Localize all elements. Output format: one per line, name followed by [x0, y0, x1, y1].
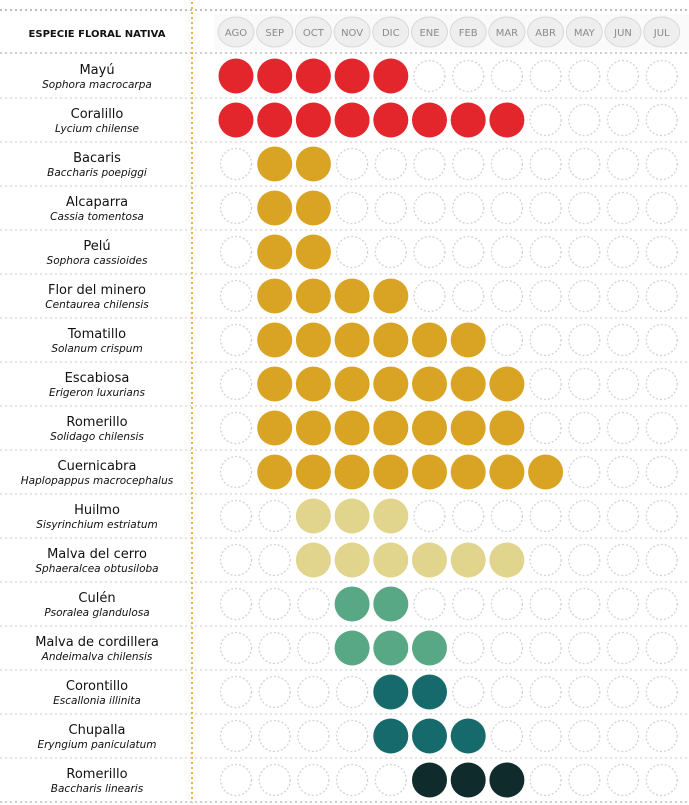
flowering-dot [373, 59, 408, 94]
flowering-dot [451, 543, 486, 578]
flowering-dot [335, 455, 370, 490]
empty-month-dot [569, 721, 600, 752]
empty-month-dot [646, 457, 677, 488]
empty-month-dot [646, 105, 677, 136]
flowering-dot [296, 59, 331, 94]
empty-month-dot [337, 193, 368, 224]
month-label: MAR [495, 28, 519, 39]
flowering-dot [412, 411, 447, 446]
flowering-dot [412, 323, 447, 358]
flowering-dot [296, 103, 331, 138]
empty-month-dot [337, 237, 368, 268]
flowering-dot [296, 367, 331, 402]
empty-month-dot [453, 193, 484, 224]
flowering-dot [335, 103, 370, 138]
flowering-dot [451, 719, 486, 754]
flowering-dot [412, 675, 447, 710]
empty-month-dot [569, 369, 600, 400]
empty-month-dot [491, 325, 522, 356]
flowering-dot [373, 587, 408, 622]
empty-month-dot [608, 633, 639, 664]
empty-month-dot [530, 501, 561, 532]
empty-month-dot [530, 61, 561, 92]
empty-month-dot [530, 325, 561, 356]
species-scientific-name: Baccharis linearis [50, 783, 144, 795]
flowering-dot [451, 763, 486, 798]
empty-month-dot [646, 633, 677, 664]
empty-month-dot [608, 501, 639, 532]
empty-month-dot [530, 677, 561, 708]
empty-month-dot [221, 589, 252, 620]
empty-month-dot [221, 149, 252, 180]
species-column-header: ESPECIE FLORAL NATIVA [28, 29, 166, 40]
flowering-dot [451, 455, 486, 490]
flowering-dot [373, 411, 408, 446]
flowering-dot [489, 543, 524, 578]
flowering-dot [296, 323, 331, 358]
flowering-dot [335, 631, 370, 666]
flowering-dot [335, 367, 370, 402]
empty-month-dot [259, 633, 290, 664]
flowering-dot [489, 411, 524, 446]
empty-month-dot [221, 413, 252, 444]
empty-month-dot [530, 765, 561, 796]
flowering-dot [451, 103, 486, 138]
empty-month-dot [259, 589, 290, 620]
empty-month-dot [569, 457, 600, 488]
species-common-name: Tomatillo [67, 327, 127, 342]
empty-month-dot [453, 149, 484, 180]
flowering-dot [412, 455, 447, 490]
empty-month-dot [530, 237, 561, 268]
empty-month-dot [608, 193, 639, 224]
species-scientific-name: Baccharis poepiggi [47, 167, 147, 179]
empty-month-dot [491, 589, 522, 620]
empty-month-dot [221, 765, 252, 796]
species-scientific-name: Cassia tomentosa [50, 211, 144, 223]
flowering-dot [373, 543, 408, 578]
empty-month-dot [646, 369, 677, 400]
flowering-dot [296, 543, 331, 578]
empty-month-dot [453, 61, 484, 92]
empty-month-dot [337, 721, 368, 752]
flowering-dot [257, 455, 292, 490]
empty-month-dot [259, 677, 290, 708]
flowering-dot [296, 235, 331, 270]
empty-month-dot [608, 369, 639, 400]
species-common-name: Pelú [83, 239, 111, 254]
empty-month-dot [608, 545, 639, 576]
species-scientific-name: Centaurea chilensis [45, 299, 149, 311]
empty-month-dot [530, 633, 561, 664]
empty-month-dot [259, 765, 290, 796]
flowering-dot [257, 323, 292, 358]
species-scientific-name: Solidago chilensis [50, 431, 144, 443]
flowering-dot [373, 103, 408, 138]
empty-month-dot [608, 765, 639, 796]
flowering-dot [489, 103, 524, 138]
flowering-dot [257, 103, 292, 138]
species-common-name: Romerillo [66, 415, 128, 430]
empty-month-dot [375, 765, 406, 796]
empty-month-dot [608, 61, 639, 92]
empty-month-dot [646, 61, 677, 92]
empty-month-dot [569, 193, 600, 224]
empty-month-dot [646, 677, 677, 708]
empty-month-dot [646, 545, 677, 576]
empty-month-dot [608, 413, 639, 444]
species-common-name: Coralillo [70, 107, 124, 122]
empty-month-dot [453, 501, 484, 532]
flowering-dot [412, 631, 447, 666]
species-common-name: Flor del minero [47, 283, 147, 298]
month-label: ABR [535, 28, 556, 39]
empty-month-dot [608, 589, 639, 620]
flowering-dot [489, 455, 524, 490]
flowering-dot [528, 455, 563, 490]
empty-month-dot [453, 589, 484, 620]
empty-month-dot [337, 149, 368, 180]
flowering-dot [335, 59, 370, 94]
empty-month-dot [646, 281, 677, 312]
empty-month-dot [530, 281, 561, 312]
empty-month-dot [569, 589, 600, 620]
flowering-dot [412, 763, 447, 798]
empty-month-dot [491, 501, 522, 532]
empty-month-dot [569, 633, 600, 664]
empty-month-dot [453, 281, 484, 312]
flowering-dot [451, 323, 486, 358]
empty-month-dot [646, 325, 677, 356]
flowering-dot [451, 411, 486, 446]
species-scientific-name: Erigeron luxurians [49, 387, 145, 399]
flowering-dot [489, 367, 524, 402]
empty-month-dot [298, 589, 329, 620]
empty-month-dot [569, 237, 600, 268]
species-scientific-name: Sophora cassioides [46, 255, 148, 267]
species-common-name: Chupalla [68, 723, 126, 738]
empty-month-dot [453, 237, 484, 268]
flowering-dot [257, 411, 292, 446]
species-scientific-name: Solanum crispum [51, 343, 143, 355]
flowering-dot [335, 587, 370, 622]
species-common-name: Corontillo [65, 679, 129, 694]
month-label: ENE [419, 28, 440, 39]
empty-month-dot [221, 677, 252, 708]
empty-month-dot [530, 589, 561, 620]
empty-month-dot [221, 545, 252, 576]
flowering-dot [489, 763, 524, 798]
empty-month-dot [491, 721, 522, 752]
month-label: FEB [458, 28, 478, 39]
month-label: OCT [302, 28, 324, 39]
empty-month-dot [491, 61, 522, 92]
empty-month-dot [414, 193, 445, 224]
empty-month-dot [414, 237, 445, 268]
empty-month-dot [569, 545, 600, 576]
flowering-dot [335, 323, 370, 358]
flowering-dot [219, 59, 254, 94]
empty-month-dot [646, 765, 677, 796]
species-common-name: Huilmo [74, 503, 120, 518]
flowering-dot [373, 455, 408, 490]
month-label: MAY [573, 28, 595, 39]
empty-month-dot [221, 457, 252, 488]
empty-month-dot [608, 677, 639, 708]
flowering-dot [373, 719, 408, 754]
empty-month-dot [569, 677, 600, 708]
empty-month-dot [221, 633, 252, 664]
empty-month-dot [337, 677, 368, 708]
empty-month-dot [221, 193, 252, 224]
species-common-name: Romerillo [66, 767, 128, 782]
empty-month-dot [646, 589, 677, 620]
species-scientific-name: Psoralea glandulosa [44, 607, 150, 619]
species-common-name: Malva de cordillera [35, 635, 159, 650]
empty-month-dot [530, 413, 561, 444]
month-label: SEP [265, 28, 285, 39]
flowering-dot [412, 543, 447, 578]
flowering-dot [373, 631, 408, 666]
flowering-dot [257, 147, 292, 182]
empty-month-dot [646, 721, 677, 752]
flowering-dot [373, 499, 408, 534]
empty-month-dot [453, 677, 484, 708]
empty-month-dot [491, 193, 522, 224]
empty-month-dot [569, 61, 600, 92]
empty-month-dot [608, 149, 639, 180]
empty-month-dot [414, 281, 445, 312]
flowering-dot [257, 235, 292, 270]
flowering-dot [257, 59, 292, 94]
species-scientific-name: Sophora macrocarpa [42, 79, 152, 91]
flowering-dot [412, 719, 447, 754]
empty-month-dot [453, 633, 484, 664]
empty-month-dot [569, 281, 600, 312]
empty-month-dot [646, 237, 677, 268]
flowering-dot [257, 279, 292, 314]
empty-month-dot [414, 149, 445, 180]
month-label: JUN [614, 28, 632, 39]
empty-month-dot [491, 237, 522, 268]
empty-month-dot [569, 413, 600, 444]
flowering-dot [373, 675, 408, 710]
empty-month-dot [337, 765, 368, 796]
flowering-dot [335, 279, 370, 314]
flowering-dot [257, 191, 292, 226]
species-common-name: Mayú [79, 63, 115, 78]
empty-month-dot [414, 61, 445, 92]
empty-month-dot [646, 413, 677, 444]
species-scientific-name: Andeimalva chilensis [41, 651, 153, 663]
species-scientific-name: Sphaeralcea obtusiloba [35, 563, 159, 575]
empty-month-dot [530, 193, 561, 224]
flowering-dot [335, 411, 370, 446]
empty-month-dot [646, 193, 677, 224]
flowering-dot [219, 103, 254, 138]
empty-month-dot [221, 501, 252, 532]
empty-month-dot [375, 237, 406, 268]
empty-month-dot [608, 457, 639, 488]
species-scientific-name: Escallonia illinita [53, 695, 141, 707]
flowering-dot [296, 411, 331, 446]
species-scientific-name: Haplopappus macrocephalus [20, 475, 174, 487]
flowering-dot [296, 455, 331, 490]
month-label: AGO [224, 28, 248, 39]
flowering-dot [373, 279, 408, 314]
empty-month-dot [608, 237, 639, 268]
species-scientific-name: Sisyrinchium estriatum [36, 519, 158, 531]
empty-month-dot [221, 237, 252, 268]
flowering-dot [335, 499, 370, 534]
species-common-name: Cuernicabra [57, 459, 137, 474]
empty-month-dot [414, 589, 445, 620]
empty-month-dot [221, 325, 252, 356]
flowering-dot [296, 147, 331, 182]
flowering-dot [373, 323, 408, 358]
species-scientific-name: Eryngium paniculatum [37, 739, 157, 751]
empty-month-dot [646, 149, 677, 180]
flowering-dot [296, 191, 331, 226]
empty-month-dot [569, 149, 600, 180]
flowering-dot [257, 367, 292, 402]
empty-month-dot [530, 545, 561, 576]
species-common-name: Malva del cerro [47, 547, 147, 562]
empty-month-dot [491, 633, 522, 664]
flowering-dot [296, 499, 331, 534]
empty-month-dot [298, 765, 329, 796]
empty-month-dot [259, 721, 290, 752]
empty-month-dot [491, 281, 522, 312]
empty-month-dot [298, 677, 329, 708]
flowering-dot [412, 103, 447, 138]
empty-month-dot [646, 501, 677, 532]
empty-month-dot [530, 369, 561, 400]
empty-month-dot [298, 633, 329, 664]
empty-month-dot [221, 369, 252, 400]
empty-month-dot [608, 105, 639, 136]
empty-month-dot [221, 281, 252, 312]
species-common-name: Culén [78, 591, 116, 606]
empty-month-dot [569, 325, 600, 356]
empty-month-dot [530, 149, 561, 180]
month-label: DIC [381, 28, 400, 39]
empty-month-dot [259, 501, 290, 532]
flowering-dot [412, 367, 447, 402]
empty-month-dot [569, 765, 600, 796]
empty-month-dot [530, 721, 561, 752]
flowering-dot [373, 367, 408, 402]
empty-month-dot [569, 501, 600, 532]
flowering-dot [296, 279, 331, 314]
species-common-name: Bacaris [73, 151, 121, 166]
species-scientific-name: Lycium chilense [55, 123, 139, 135]
empty-month-dot [569, 105, 600, 136]
empty-month-dot [414, 501, 445, 532]
empty-month-dot [608, 325, 639, 356]
empty-month-dot [608, 281, 639, 312]
empty-month-dot [259, 545, 290, 576]
empty-month-dot [491, 677, 522, 708]
empty-month-dot [491, 149, 522, 180]
empty-month-dot [375, 193, 406, 224]
flowering-dot [451, 367, 486, 402]
empty-month-dot [530, 105, 561, 136]
species-common-name: Alcaparra [65, 195, 129, 210]
month-label: NOV [341, 28, 364, 39]
empty-month-dot [375, 149, 406, 180]
flowering-dot [335, 543, 370, 578]
month-label: JUL [653, 28, 670, 39]
species-common-name: Escabiosa [64, 371, 130, 386]
empty-month-dot [298, 721, 329, 752]
empty-month-dot [221, 721, 252, 752]
empty-month-dot [608, 721, 639, 752]
